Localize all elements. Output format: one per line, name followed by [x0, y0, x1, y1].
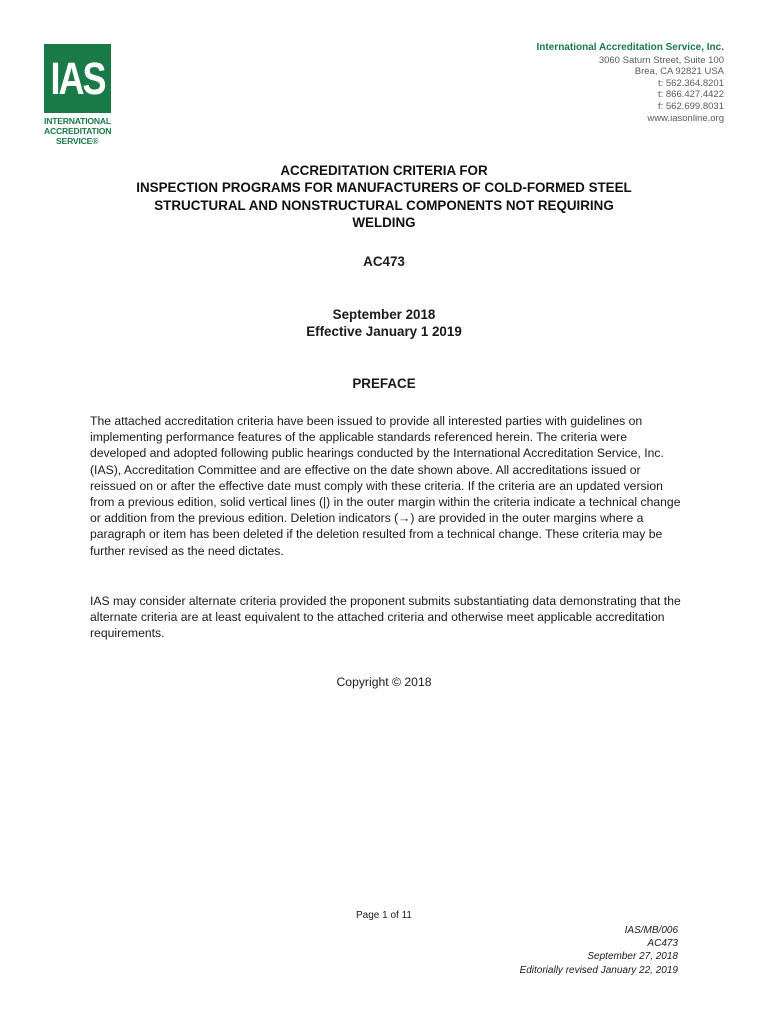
address-fax: f: 562.699.8031: [657, 100, 724, 112]
title-line-2: INSPECTION PROGRAMS FOR MANUFACTURERS OF COLD-FORMED STEEL: [136, 180, 632, 196]
address-phone: t: 562.364.8201: [657, 77, 724, 89]
logo-line-3: SERVICE®: [56, 136, 99, 146]
logo-line-1: INTERNATIONAL: [44, 116, 111, 126]
title-line-4: WELDING: [352, 215, 416, 231]
title-line-3: STRUCTURAL AND NONSTRUCTURAL COMPONENTS NOT REQUIRING: [154, 197, 614, 213]
effective-date: Effective January 1 2019: [306, 324, 462, 340]
address-block: [537, 42, 724, 124]
logo-wordmark: [44, 116, 124, 146]
copyright: Copyright © 2018: [336, 675, 432, 689]
page-number: Page 1 of 11: [356, 910, 412, 921]
document-code: AC473: [363, 254, 405, 269]
footer-date: September 27, 2018: [587, 951, 678, 963]
footer-code: AC473: [647, 938, 678, 950]
preface-paragraph-2: IAS may consider alternate criteria provided the proponent submits substantiating data demonstrating that the alternate criteria are at least equivalent to the attached criteria and otherwise meet applicable accreditation requirements.: [90, 594, 681, 641]
document-dates: [90, 306, 678, 341]
title-line-1: ACCREDITATION CRITERIA FOR: [280, 163, 488, 178]
footer-doc-id: IAS/MB/006: [624, 925, 678, 936]
address-web: www.iasonline.org: [647, 112, 724, 124]
logo-mark: IAS: [50, 52, 105, 104]
address-city: Brea, CA 92821 USA: [634, 66, 724, 78]
document-title: [90, 162, 678, 232]
preface-paragraph-1: The attached accreditation criteria have been issued to provide all interested parties with guidelines on implementing performance features of the applicable standards referenced herein. The criteria were developed and adopted following public hearings conducted by the International Accreditation Service, Inc. (IAS), Accreditation Committee and are effective on the date shown above. All accreditations issued or reissued on or after the effective date must comply with these criteria. If the criteria are an updated version from a previous edition, solid vertical lines (|) in the outer margin within the criteria indicate a technical change or addition from the previous edition. Deletion indicators (→) are provided in the outer margins where a paragraph or item has been deleted if the deletion resulted from a technical change. These criteria may be further revised as the need dictates.: [90, 414, 681, 558]
logo-line-2: ACCREDITATION: [44, 126, 112, 136]
org-name: International Accreditation Service, Inc.: [536, 42, 724, 53]
issue-date: September 2018: [332, 307, 436, 322]
address-tollfree: t: 866.427.4422: [657, 89, 724, 101]
address-street: 3060 Saturn Street, Suite 100: [598, 54, 724, 66]
preface-heading: PREFACE: [352, 376, 416, 391]
footer-revision: Editorially revised January 22, 2019: [519, 964, 678, 976]
ias-logo: [44, 44, 111, 113]
footer-info: [520, 924, 678, 977]
